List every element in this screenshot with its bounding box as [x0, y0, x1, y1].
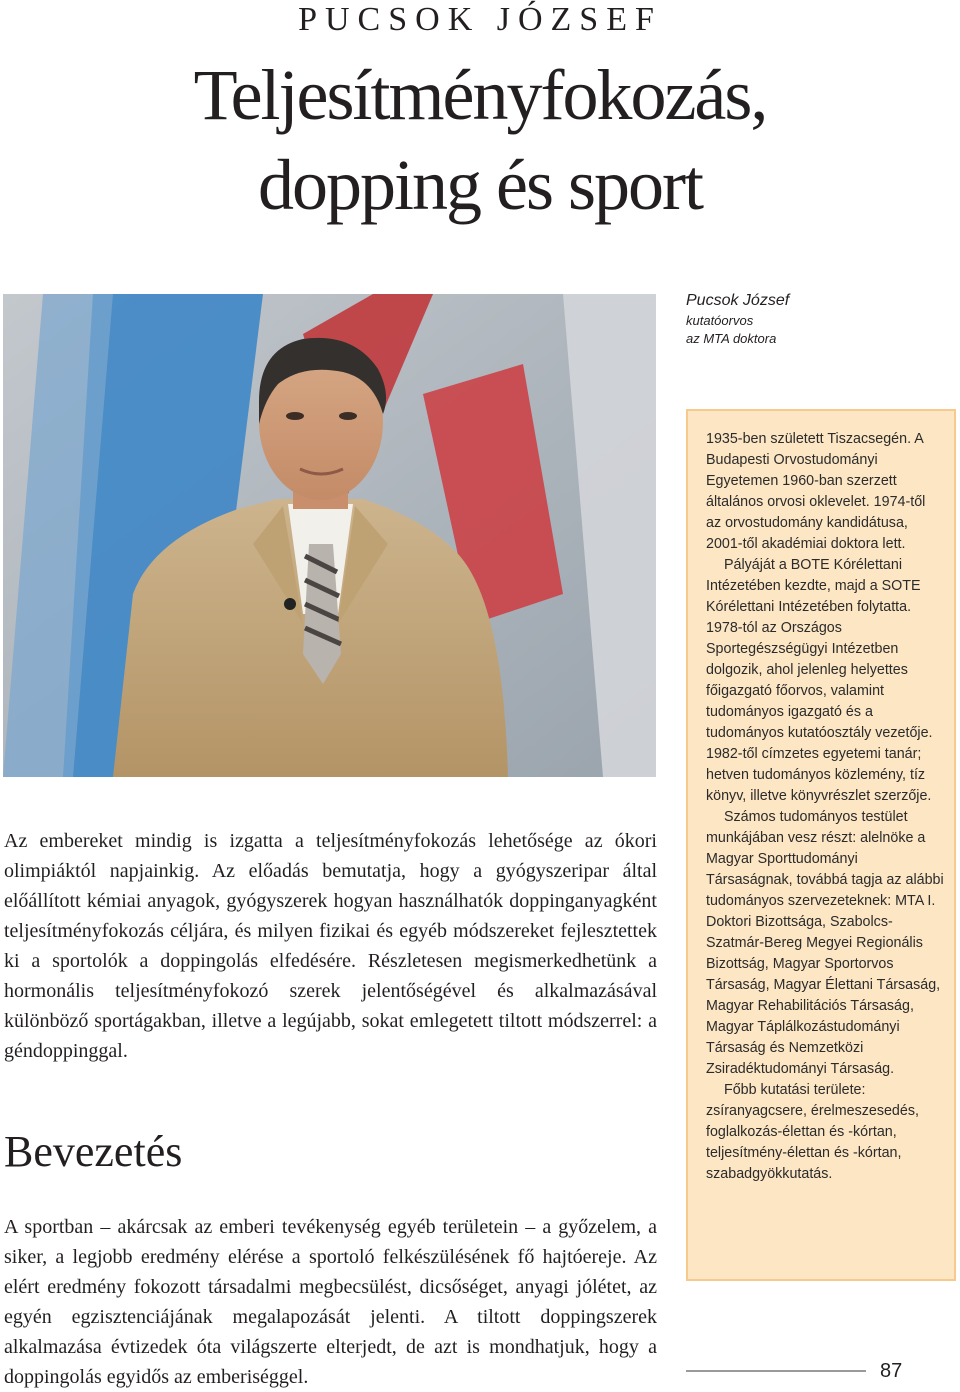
section-body: A sportban – akárcsak az emberi tevékenység egyéb területein – a győzelem, a siker, a legjobb eredmény elérése a sportoló felkészülésének fő hajtóereje. Az elért eredmény fokozott társadalmi megbecsülést, dicsőséget, anyagi jólétet, az egyén egzisztenciájának megalapozását jelenti. A tiltott doppingszerek alkalmazása évtizedek óta világszerte elterjedt, de azt is mondhatjuk, hogy a doppingolás egyidős az emberiséggel. — [4, 1216, 657, 1388]
author-bio-box — [686, 409, 956, 1281]
bio-paragraph-1: 1935-ben született Tiszacsegén. A Budapesti Orvostudományi Egyetemen 1960-ban szerzett általános orvosi oklevelet. 1974-től az orvostudomány kandidátusa, 2001-től akadémiai doktora lett. — [706, 431, 926, 552]
caption-name: Pucsok József — [686, 292, 790, 309]
author-photo — [3, 294, 656, 777]
article-title — [0, 50, 960, 230]
caption-role-line1: kutatóorvos — [686, 313, 754, 328]
page-number: 87 — [880, 1360, 903, 1382]
bio-paragraph-4: Főbb kutatási területe: zsíranyagcsere, érelmeszesedés, foglalkozás-élettan és -kórtan, teljesítmény-élettan és -kórtan, szabadgyökkutatás. — [706, 1082, 919, 1182]
bio-paragraph-2: Pályáját a BOTE Kórélettani Intézetében kezdte, majd a SOTE Kórélettani Intézetében folytatta. 1978-tól az Országos Sportegészségügyi Intézetben dolgozik, ahol jelenleg helyettes főigazgató főorvos, valamint tudományos igazgató és a tudományos kutatóosztály vezetője. 1982-től címzetes egyetemi tanár; hetven tudományos közlemény, tíz könyv, illetve könyvrészlet szerzője. — [706, 557, 933, 804]
bio-paragraph-3: Számos tudományos testület munkájában vesz részt: alelnöke a Magyar Sporttudományi Társaságnak, továbbá tagja az alábbi tudományos szervezeteknek: MTA I. Doktori Bizottsága, Szabolcs-Szatmár-Bereg Megyei Regionális Bizottság, Magyar Sportorvos Társaság, Magyar Élettani Társaság, Magyar Rehabilitációs Társaság, Magyar Táplálkozástudományi Társaság és Nemzetközi Zsiradéktudományi Társaság. — [706, 809, 944, 1077]
title-line-2: dopping és sport — [258, 145, 702, 225]
caption-role-line2: az MTA doktora — [686, 331, 777, 346]
title-line-1: Teljesítményfokozás, — [193, 55, 767, 135]
footer-rule — [686, 1370, 866, 1372]
author-caption — [686, 290, 946, 348]
section-heading: Bevezetés — [4, 1127, 183, 1176]
lead-paragraph: Az embereket mindig is izgatta a teljesítményfokozás lehetősége az ókori olimpiáktól napjainkig. Az előadás bemutatja, hogy a gyógyszeripar által előállított kémiai anyagok, gyógyszerek hogyan használhatók doppinganyagként teljesítményfokozás céljára, és milyen fizikai és egyéb módszereket fejlesztettek ki a sportolók a doppingolás elfedésére. Részletesen megismerkedhetünk a hormonális teljesítményfokozó szerek jelentőségével és alkalmazásával különböző sportágakban, illetve a legújabb, sokat emlegetett tiltott módszerrel: a géndoppinggal. — [4, 830, 657, 1062]
author-heading: PUCSOK JÓZSEF — [298, 1, 662, 38]
